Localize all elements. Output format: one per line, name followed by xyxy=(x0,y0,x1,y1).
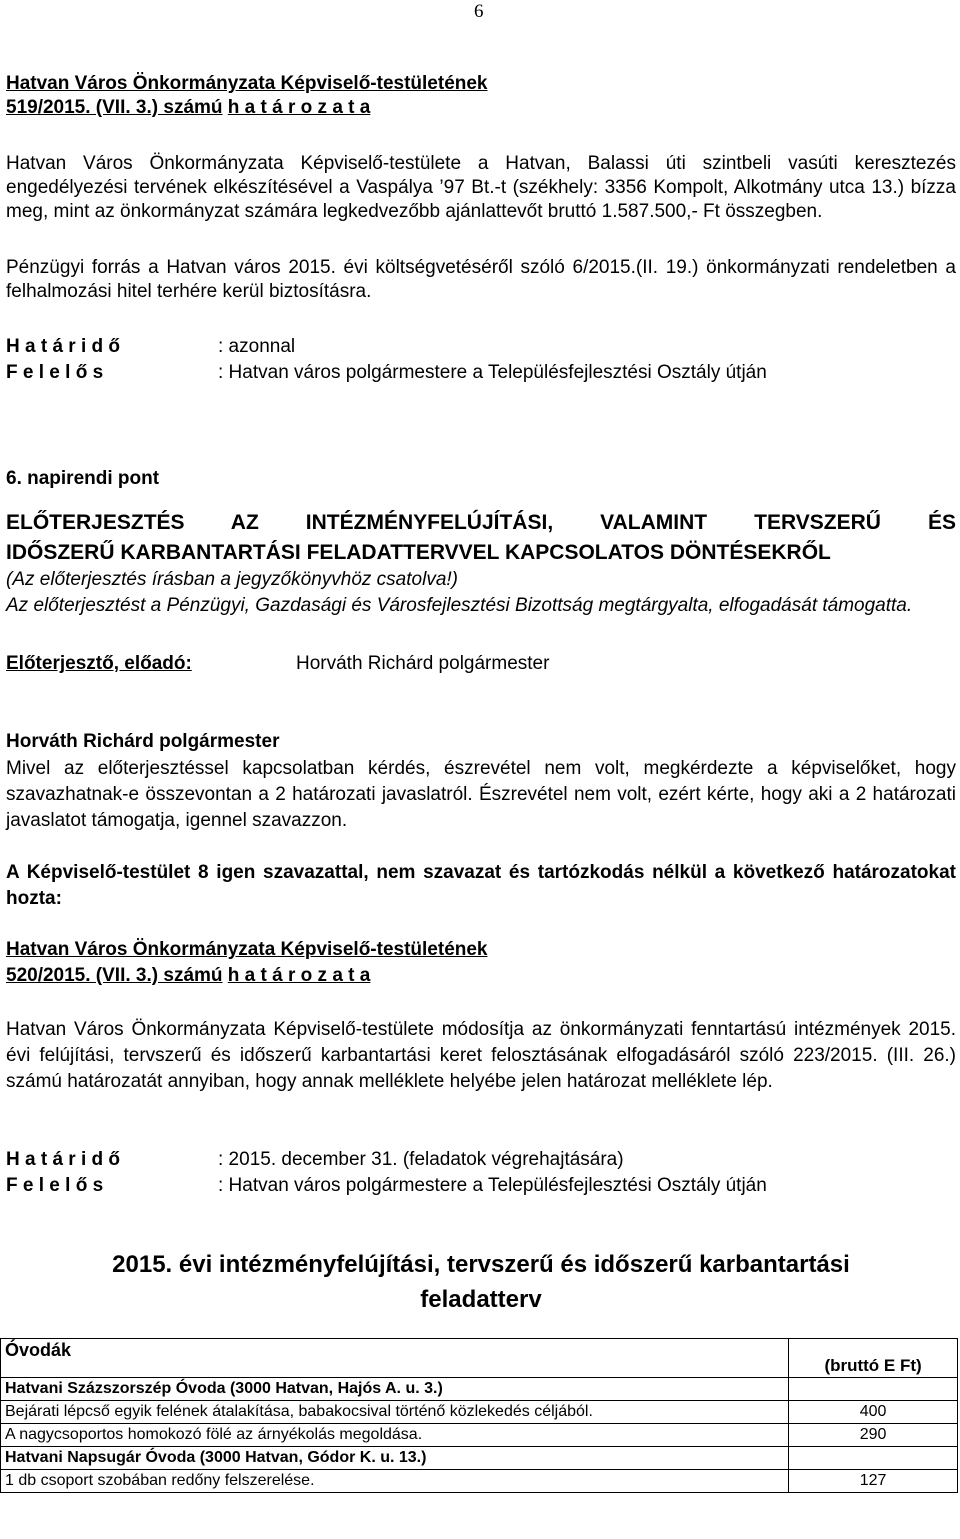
speaker-name: Horváth Richárd polgármester xyxy=(6,731,280,752)
page-number: 6 xyxy=(474,1,484,22)
table-row xyxy=(1,1424,958,1447)
resolution2-heading-line2 xyxy=(6,964,956,988)
plan-row-text: A nagycsoportos homokozó fölé az árnyékolás megoldása. xyxy=(1,1424,789,1447)
plan-row-text: 1 db csoport szobában redőny felszerelése. xyxy=(1,1470,789,1493)
resolution1-number: 519/2015. (VII. 3.) számú xyxy=(6,97,223,118)
plan-row-text: Bejárati lépcső egyik felének átalakítása, babakocsival történő közlekedés céljából. xyxy=(1,1401,789,1424)
resolution2-hat: h a t á r o z a t a xyxy=(227,965,371,986)
presenter-label: Előterjesztő, előadó: xyxy=(6,653,192,674)
resolution2-responsible-value: : Hatvan város polgármestere a Településfejlesztési Osztály útján xyxy=(218,1175,767,1196)
plan-title-line1: 2015. évi intézményfelújítási, tervszerű és időszerű karbantartási xyxy=(112,1251,850,1278)
resolution1-deadline-label: H a t á r i d ő xyxy=(6,336,121,357)
plan-row-amount: 400 xyxy=(789,1401,958,1424)
agenda-title-line2: IDŐSZERŰ KARBANTARTÁSI FELADATTERVVEL KAPCSOLATOS DÖNTÉSEKRŐL xyxy=(6,541,831,564)
agenda-title-line1: ELŐTERJESZTÉS AZ INTÉZMÉNYFELÚJÍTÁSI, VALAMINT TERVSZERŰ ÉS xyxy=(6,511,956,534)
plan-row-text: Hatvani Százszorszép Óvoda (3000 Hatvan, Hajós A. u. 3.) xyxy=(1,1378,789,1401)
resolution2-body: Hatvan Város Önkormányzata Képviselő-testülete módosítja az önkormányzati fenntartású intézmények 2015. évi felújítási, tervszerű és időszerű karbantartási keret felosztásának elfogadásáról szóló 223/2015. (III. 26.) számú határozatát annyiban, hogy annak melléklete helyébe jelen határozat melléklete lép. xyxy=(6,1019,956,1092)
agenda-attached-note: (Az előterjesztés írásban a jegyzőkönyvhöz csatolva!) xyxy=(6,569,458,590)
speaker-text: Mivel az előterjesztéssel kapcsolatban kérdés, észrevétel nem volt, megkérdezte a képviselőket, hogy szavazhatnak-e összevontan a 2 határozati javaslatról. Észrevétel nem volt, ezért kérte, hogy aki a 2 határozati javaslatot támogatja, igennel szavazzon. xyxy=(6,758,956,831)
resolution2-responsible-label: F e l e l ő s xyxy=(6,1175,104,1196)
resolution1-body: Hatvan Város Önkormányzata Képviselő-testülete a Hatvan, Balassi úti szintbeli vasúti keresztezés engedélyezési tervének elkészítésével a Vaspálya ’97 Bt.-t (székhely: 3356 Kompolt, Alkotmány utca 13.) bízza meg, mint az önkormányzat számára legkedvezőbb ajánlattevőt bruttó 1.587.500,- Ft összegben. xyxy=(6,153,956,222)
resolution1-responsible-label: F e l e l ő s xyxy=(6,362,104,383)
resolution2-deadline-label: H a t á r i d ő xyxy=(6,1149,121,1170)
plan-category: Óvodák xyxy=(1,1339,789,1378)
resolution2-deadline-value: : 2015. december 31. (feladatok végrehajtására) xyxy=(218,1149,624,1170)
plan-row-amount: 127 xyxy=(789,1470,958,1493)
resolution1-funding: Pénzügyi forrás a Hatvan város 2015. évi költségvetéséről szóló 6/2015.(II. 19.) önkormányzati rendeletben a felhalmozási hitel terhére kerül biztosításra. xyxy=(6,257,956,302)
resolution2-number: 520/2015. (VII. 3.) számú xyxy=(6,965,223,986)
plan-row-amount xyxy=(789,1447,958,1470)
resolution1-deadline-value: : azonnal xyxy=(218,336,296,357)
table-row xyxy=(1,1401,958,1424)
agenda-committee-note: Az előterjesztést a Pénzügyi, Gazdasági és Városfejlesztési Bizottság megtárgyalta, elfogadását támogatta. xyxy=(6,595,913,616)
resolution2-heading-line1: Hatvan Város Önkormányzata Képviselő-testületének xyxy=(6,939,488,960)
plan-row-amount: 290 xyxy=(789,1424,958,1447)
plan-table xyxy=(0,1338,958,1493)
vote-result: A Képviselő-testület 8 igen szavazattal, nem szavazat és tartózkodás nélkül a következő határozatokat hozta: xyxy=(6,862,956,909)
resolution1-responsible-value: : Hatvan város polgármestere a Településfejlesztési Osztály útján xyxy=(218,362,767,383)
plan-table-header xyxy=(1,1339,958,1378)
presenter-value: Horváth Richárd polgármester xyxy=(296,653,550,674)
plan-title-line2: feladatterv xyxy=(420,1286,542,1313)
resolution1-heading-line1: Hatvan Város Önkormányzata Képviselő-testületének xyxy=(6,73,488,94)
table-row xyxy=(1,1447,958,1470)
plan-row-amount xyxy=(789,1378,958,1401)
plan-unit: (bruttó E Ft) xyxy=(789,1339,958,1378)
resolution1-hat: h a t á r o z a t a xyxy=(227,97,371,118)
plan-row-text: Hatvani Napsugár Óvoda (3000 Hatvan, Gódor K. u. 13.) xyxy=(1,1447,789,1470)
agenda-item: 6. napirendi pont xyxy=(6,468,160,489)
table-row xyxy=(1,1470,958,1493)
table-row xyxy=(1,1378,958,1401)
resolution1-heading-line2 xyxy=(6,96,956,120)
